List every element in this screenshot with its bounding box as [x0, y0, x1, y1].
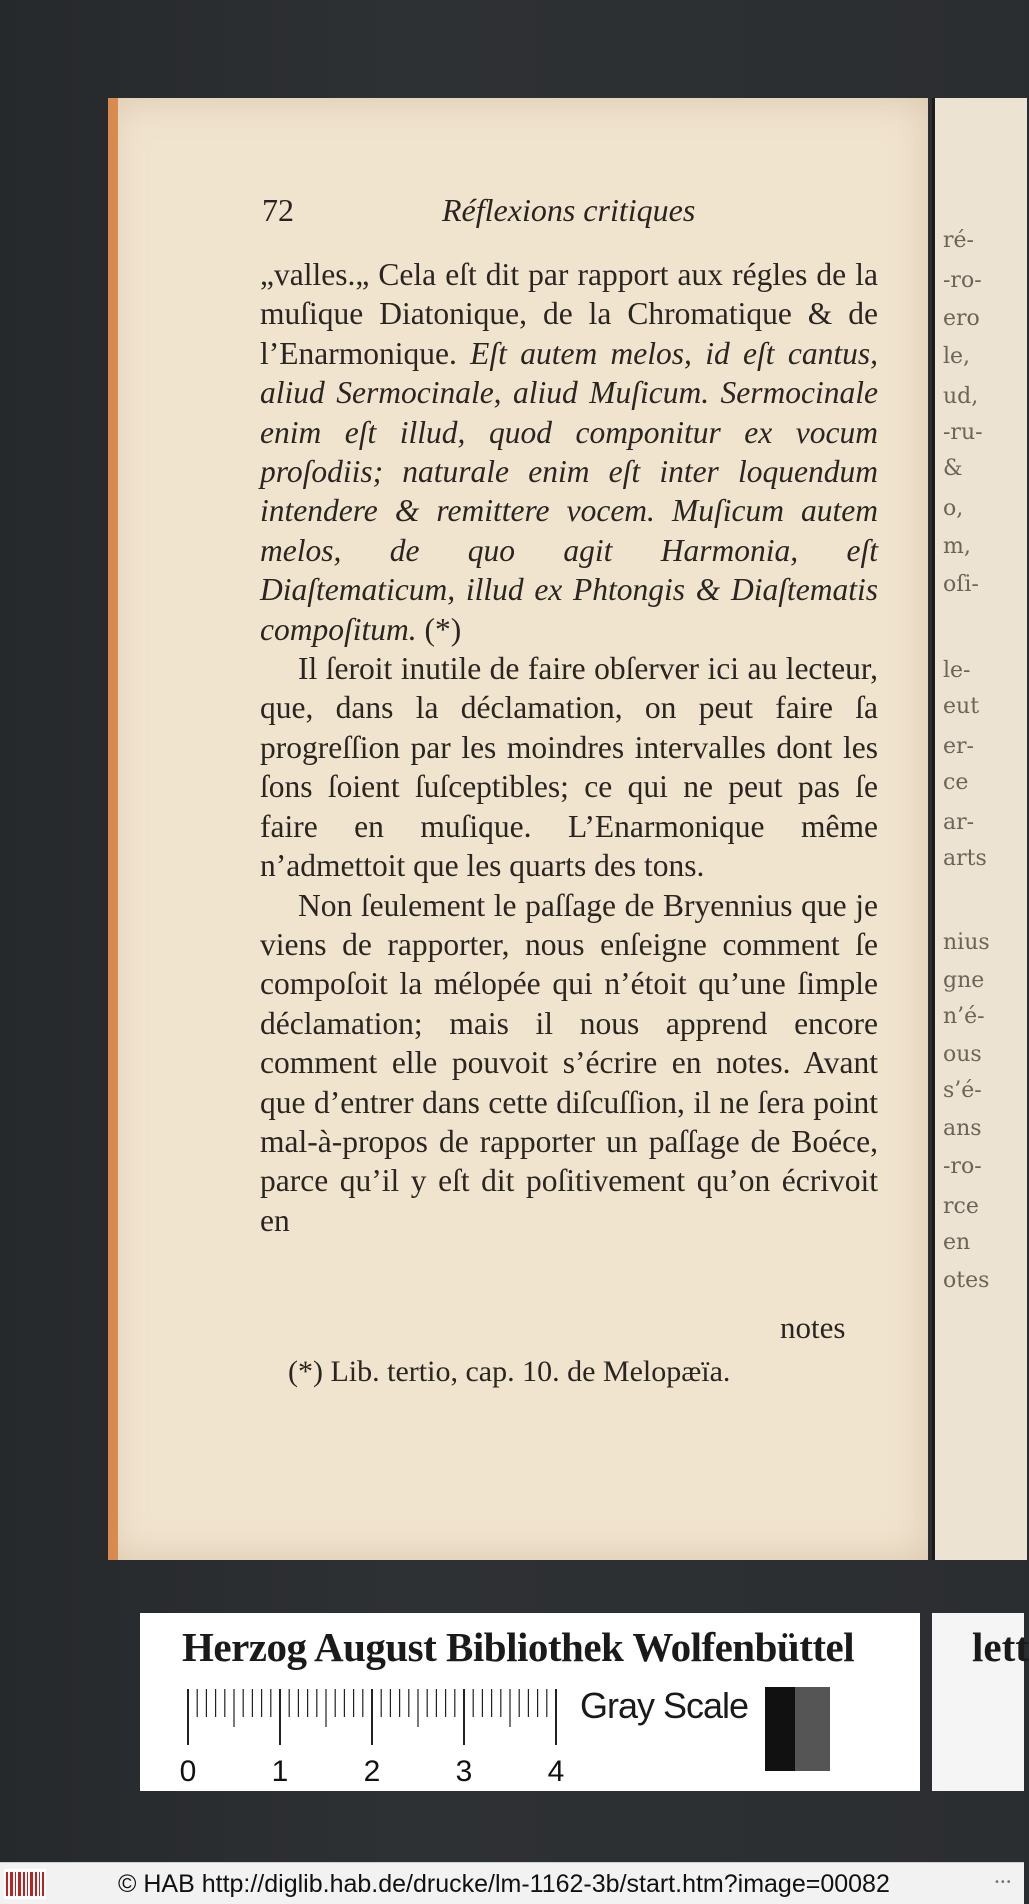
ruler-number: 1 [271, 1755, 289, 1788]
facing-page-fragment: er- [943, 734, 974, 759]
facing-page-fragment: o, [943, 496, 964, 521]
facing-page-fragment: ero [943, 306, 980, 331]
gray-patch-black [765, 1687, 795, 1771]
gray-patch-dark [795, 1687, 830, 1771]
facing-page-fragment: ous [943, 1042, 982, 1067]
latin-quotation: Eſt autem melos, id eſt cantus, aliud Sermocinale, aliud Muſicum. Sermocinale enim eſt illud, quod componitur ex vocum proſodiis; naturale enim eſt inter loquendum intendere & remittere vocem. Muſicum autem melos, de quo agit Harmonia, eſt Diaſtematicum, illud ex Phtongis & Diaſtematis compoſitum. [260, 335, 878, 647]
facing-page-fragment: le, [943, 344, 971, 369]
body-text [260, 255, 878, 1240]
facing-page-fragment: ré- [943, 228, 974, 253]
facing-page-fragment: & [943, 456, 963, 481]
facing-page-fragment: -ru- [943, 420, 983, 445]
gray-scale-label: Gray Scale [580, 1685, 749, 1726]
paragraph [260, 255, 878, 649]
running-title: Réflexions critiques [442, 192, 696, 228]
ruler-number: 3 [455, 1755, 473, 1788]
barcode-icon[interactable] [4, 1869, 46, 1899]
facing-page-fragment: gne [943, 968, 985, 993]
ruler-number: 0 [179, 1755, 197, 1788]
color-reference-strip [140, 1613, 920, 1791]
facing-page-fragment: ans [943, 1116, 982, 1141]
facing-page-fragment: le- [943, 658, 971, 683]
facing-page-fragment: m, [943, 534, 971, 559]
facing-page-fragment: eut [943, 694, 980, 719]
facing-page-fragment: otes [943, 1268, 990, 1293]
facing-page-fragment: oſi- [943, 572, 979, 597]
facing-page-fragment: ud, [943, 384, 979, 409]
page-number: 72 [262, 192, 294, 228]
paragraph: Il ſeroit inutile de faire obſerver ici au lecteur, que, dans la déclamation, on peut faire ſa progreſſion par les moindres intervalles dont les ſons ſoient ſuſceptibles; ce qui ne peut pas ſe faire en muſique. L’Enarmonique même n’admettoit que les quarts des tons. [260, 651, 878, 884]
ruler-number: 4 [547, 1755, 565, 1788]
source-link[interactable]: © HAB http://diglib.hab.de/drucke/lm-1162-3b/start.htm?image=00082 [118, 1870, 890, 1898]
adjacent-strip-text: lett [972, 1624, 1029, 1670]
page-header [262, 192, 882, 238]
facing-page-fragment: nius [943, 930, 990, 955]
gray-patch-white [830, 1687, 905, 1771]
facing-page-fragment: rce [943, 1194, 979, 1219]
gray-scale-swatch [765, 1687, 905, 1771]
paragraph: Non ſeulement le paſſage de Bryennius que je viens de rapporter, nous enſeigne comment ſe compoſoit la mélopée qui n’étoit qu’une ſimple déclamation; mais il nous apprend encore comment elle pouvoit s’écrire en notes. Avant que d’entrer dans cette diſcuſſion, il ne ſera point mal-à-propos de rapporter un paſſage de Boéce, parce qu’il y eſt dit poſitivement qu’on écrivoit en [260, 887, 878, 1238]
facing-page-fragment: ar- [943, 810, 975, 835]
facing-page-fragment: n’é- [943, 1004, 985, 1029]
facing-page-fragment: arts [943, 846, 987, 871]
text-run: „valles.„ Cela eſt dit par rapport aux régles de la muſique Diatonique, de la Chromatique & de l’Enarmonique. [260, 257, 878, 371]
measurement-ruler [179, 1685, 565, 1788]
catchword: notes [780, 1310, 846, 1345]
facing-page-fragment: s’é- [943, 1078, 982, 1103]
ruler-number: 2 [363, 1755, 381, 1788]
adjacent-color-strip [932, 1613, 1029, 1791]
facing-page-fragment: -ro- [943, 1154, 982, 1179]
facing-page-edge [932, 98, 1027, 1560]
footnote: (*) Lib. tertio, cap. 10. de Melopæïa. [288, 1355, 731, 1388]
menu-dots-icon[interactable]: ••• [994, 1877, 1012, 1888]
viewer-footer [0, 1862, 1024, 1904]
text-run: (*) [416, 611, 462, 647]
facing-page-fragment: -ro- [943, 268, 982, 293]
institution-name: Herzog August Bibliothek Wolfenbüttel [182, 1624, 855, 1670]
facing-page-fragment: en [943, 1230, 971, 1255]
facing-page-fragment: ce [943, 770, 969, 795]
